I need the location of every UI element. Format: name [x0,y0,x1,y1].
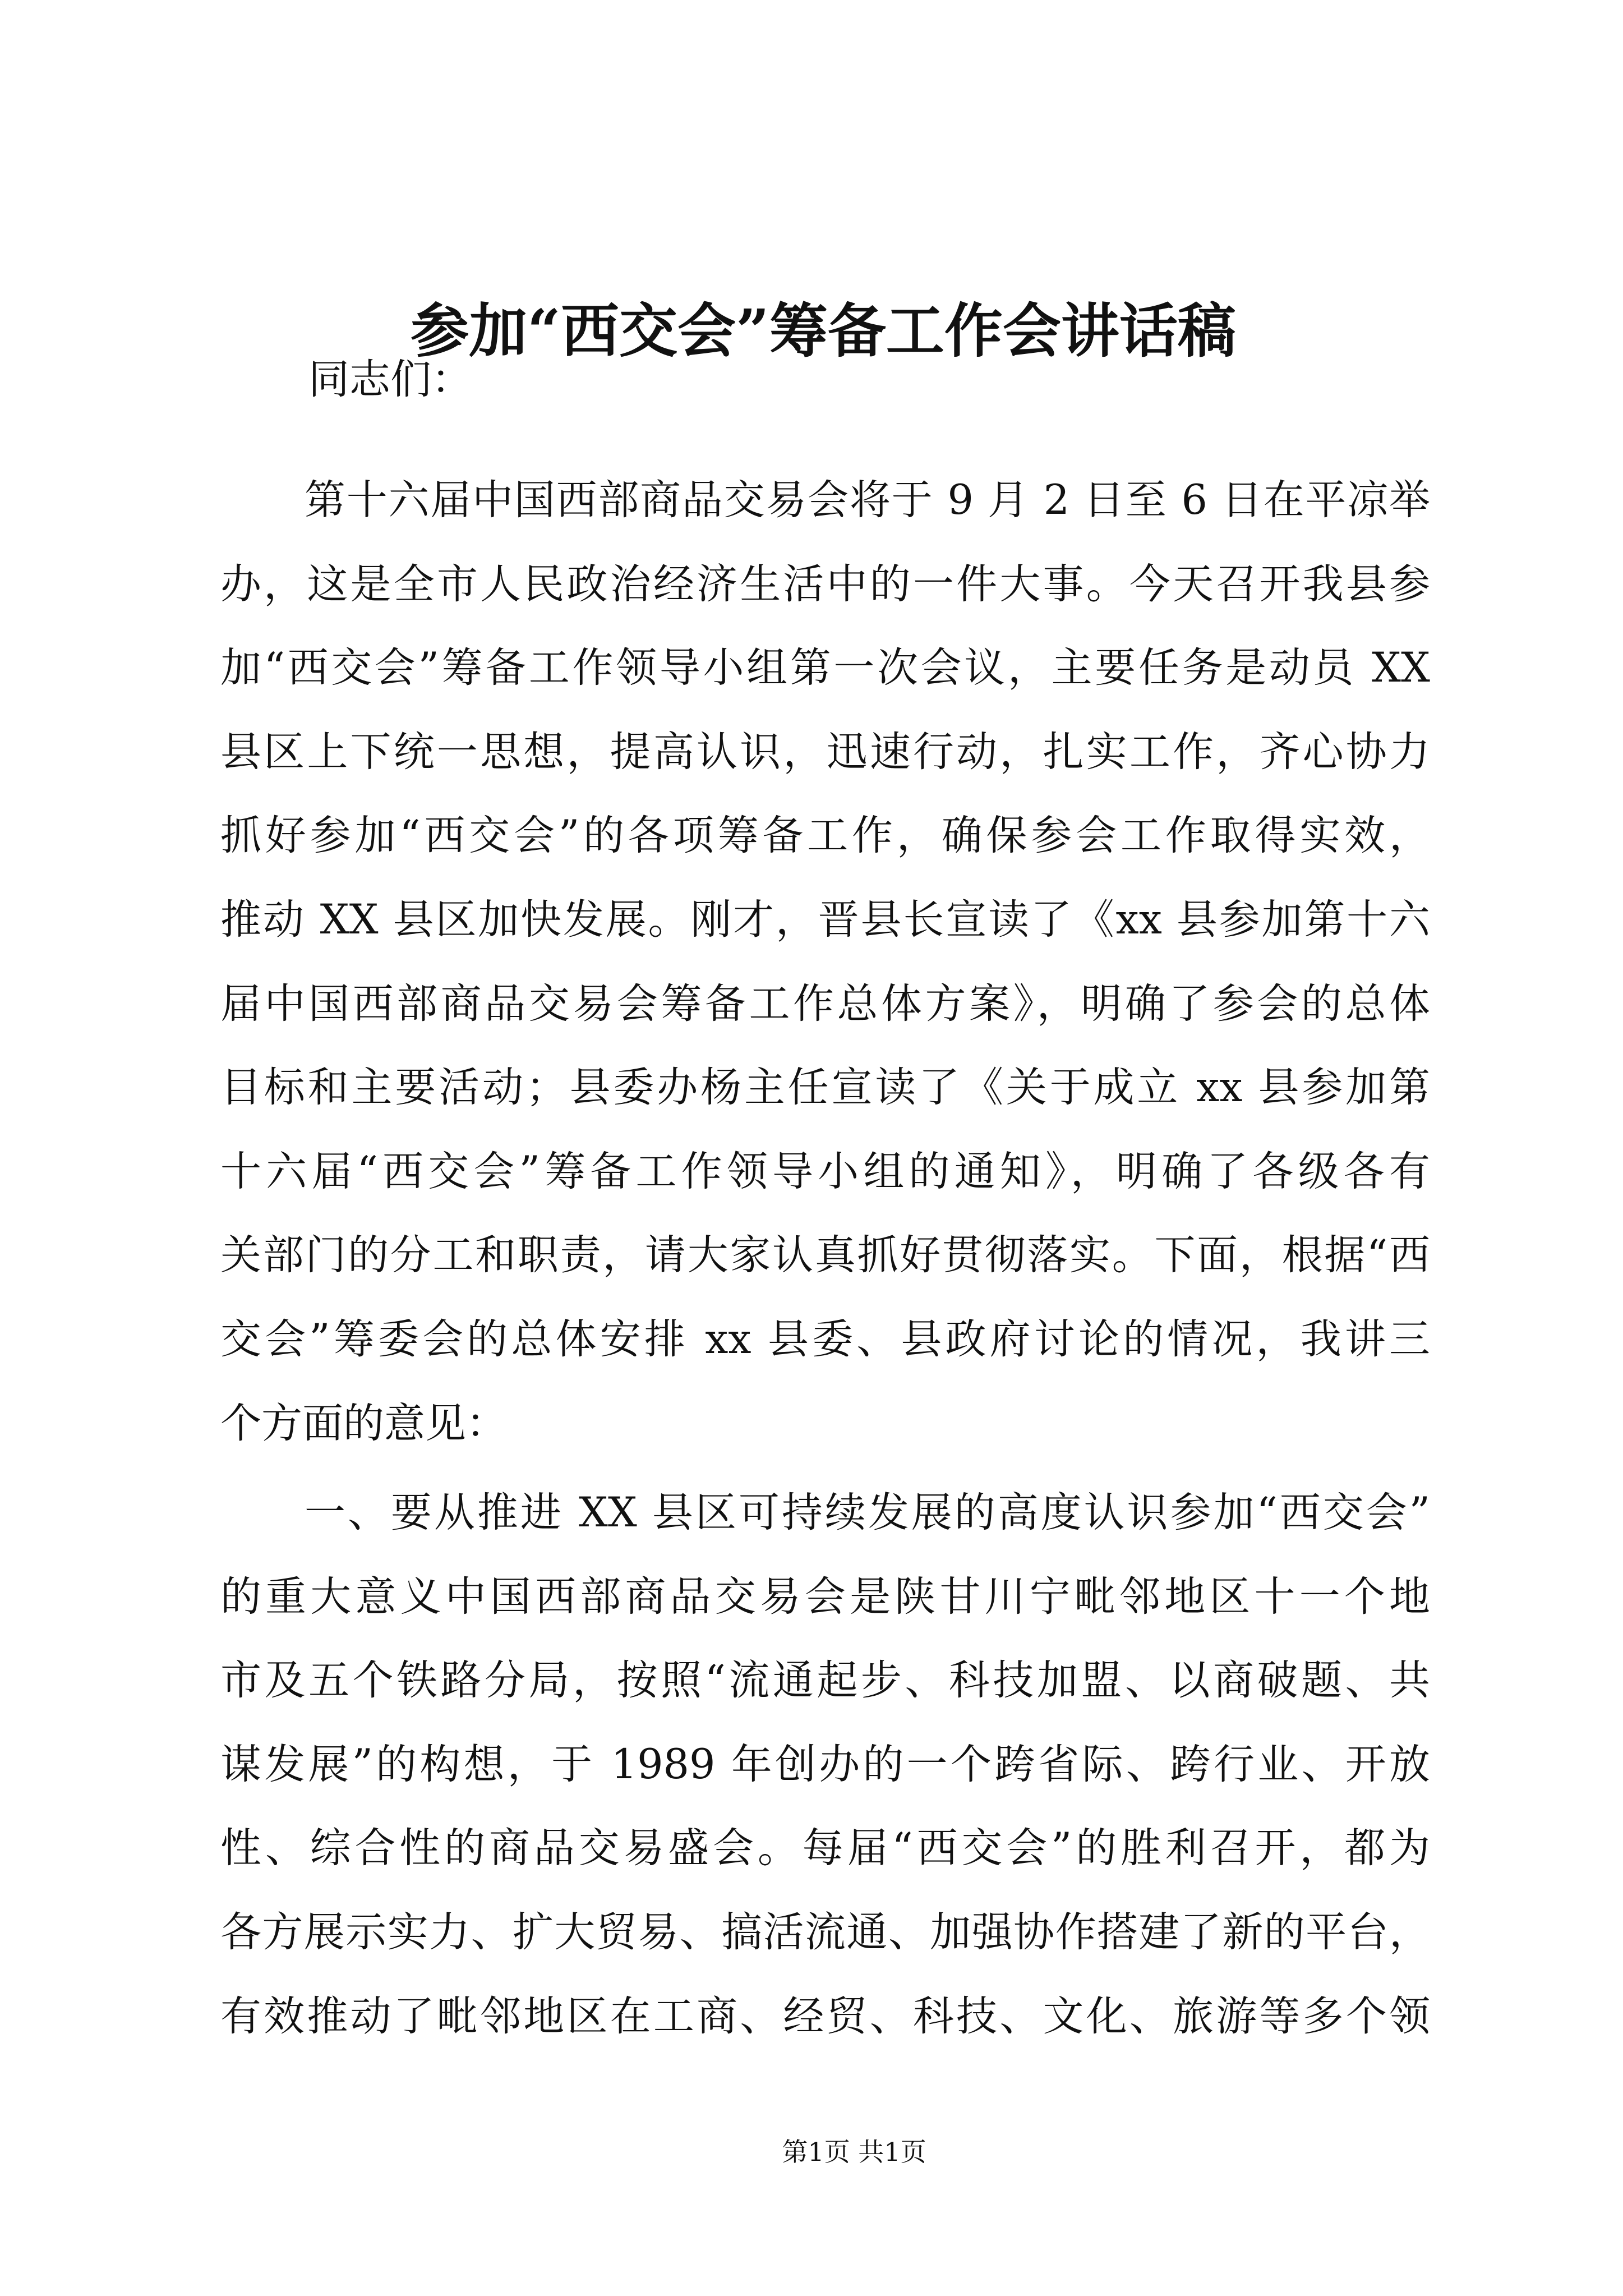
paragraph-line: 市及五个铁路分局，按照“流通起步、科技加盟、以商破题、共 [220,1657,1430,1705]
paragraph-line: 届中国西部商品交易会筹备工作总体方案》，明确了参会的总体 [220,979,1430,1028]
page-number-footer: 第1页 共1页 [782,2137,926,2167]
paragraph-line: 县区上下统一思想，提高认识，迅速行动，扎实工作，齐心协力 [220,728,1430,776]
paragraph-line: 目标和主要活动；县委办杨主任宣读了《关于成立 xx 县参加第 [220,1064,1430,1112]
paragraph-line: 一、要从推进 XX 县区可持续发展的高度认识参加“西交会” [305,1489,1430,1536]
paragraph-line: 抓好参加“西交会”的各项筹备工作，确保参会工作取得实效， [220,812,1430,860]
document-title: 参加“西交会”筹备工作会讲话稿 [411,296,1236,365]
paragraph-line: 个方面的意见： [220,1399,507,1447]
paragraph-line: 关部门的分工和职责，请大家认真抓好贯彻落实。下面，根据“西 [220,1231,1430,1280]
paragraph-line: 办，这是全市人民政治经济生活中的一件大事。今天召开我县参 [220,560,1430,608]
paragraph-line: 第十六届中国西部商品交易会将于 9 月 2 日至 6 日在平凉举 [305,476,1430,524]
paragraph-line: 有效推动了毗邻地区在工商、经贸、科技、文化、旅游等多个领 [220,1992,1430,2040]
salutation: 同志们： [308,356,472,403]
body-paragraph-1 [220,458,1430,1465]
paragraph-line: 各方展示实力、扩大贸易、搞活流通、加强协作搭建了新的平台， [220,1908,1430,1956]
paragraph-line: 性、综合性的商品交易盛会。每届“西交会”的胜利召开，都为 [220,1824,1430,1872]
paragraph-line: 推动 XX 县区加快发展。刚才，晋县长宣读了《xx 县参加第十六 [220,895,1430,944]
paragraph-line: 谋发展”的构想，于 1989 年创办的一个跨省际、跨行业、开放 [220,1740,1430,1788]
paragraph-line: 加“西交会”筹备工作领导小组第一次会议，主要任务是动员 XX [220,644,1430,692]
paragraph-line: 交会”筹委会的总体安排 xx 县委、县政府讨论的情况，我讲三 [220,1315,1430,1363]
body-paragraph-2 [220,1471,1430,2058]
paragraph-line: 的重大意义中国西部商品交易会是陕甘川宁毗邻地区十一个地 [220,1572,1430,1621]
paragraph-line: 十六届“西交会”筹备工作领导小组的通知》，明确了各级各有 [220,1147,1430,1195]
